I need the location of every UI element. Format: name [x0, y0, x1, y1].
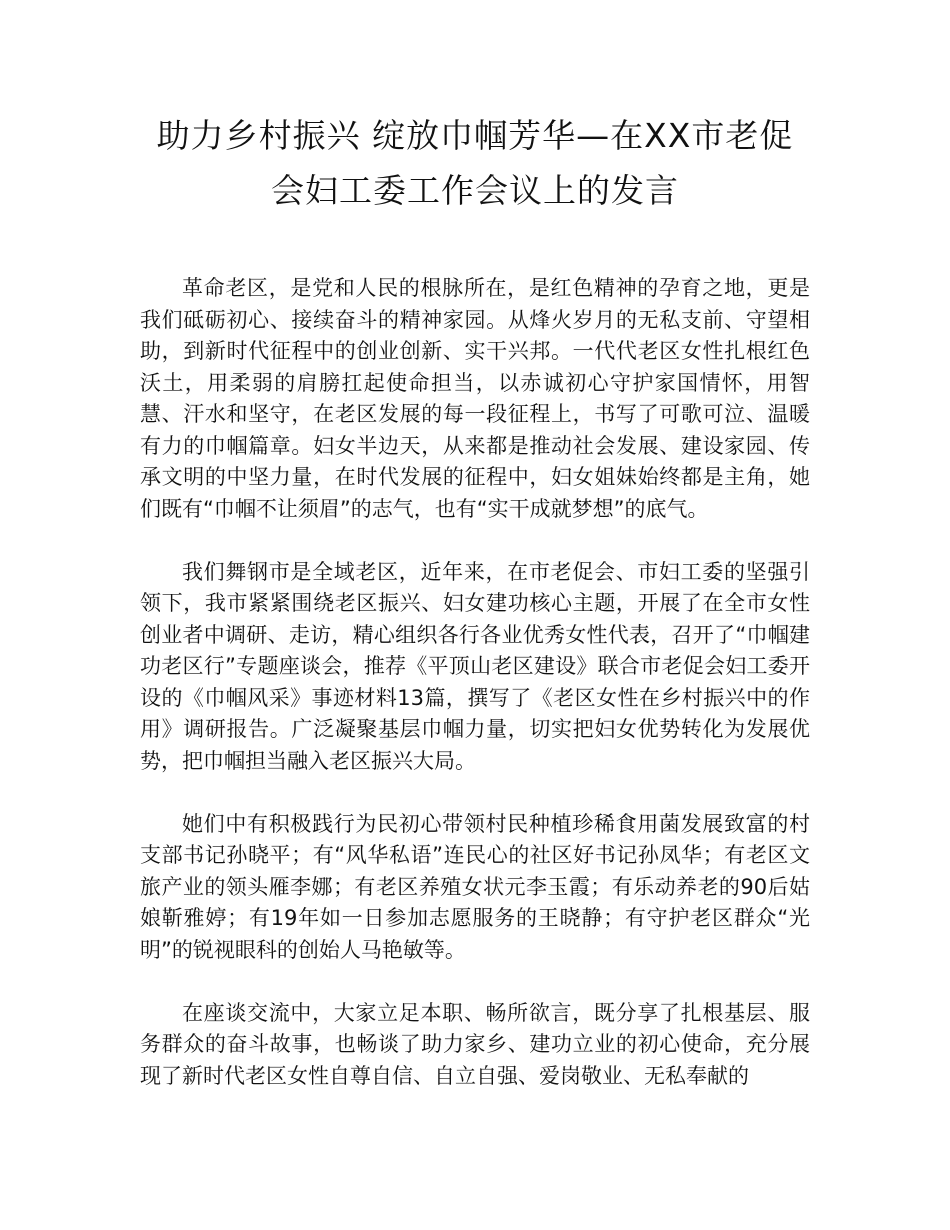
- paragraph: 我们舞钢市是全域老区，近年来，在市老促会、市妇工委的坚强引领下，我市紧紧围绕老区振兴、妇女建功核心主题，开展了在全市女性创业者中调研、走访，精心组织各行各业优秀女性代表，召开了“巾帼建功老区行”专题座谈会，推荐《平顶山老区建设》联合市老促会妇工委开设的《巾帼风采》事迹材料13篇，撰写了《老区女性在乡村振兴中的作用》调研报告。广泛凝聚基层巾帼力量，切实把妇女优势转化为发展优势，把巾帼担当融入老区振兴大局。: [140, 559, 810, 773]
- paragraph: 在座谈交流中，大家立足本职、畅所欲言，既分享了扎根基层、服务群众的奋斗故事，也畅谈了助力家乡、建功立业的初心使命，充分展现了新时代老区女性自尊自信、自立自强、爱岗敬业、无私奉献的: [140, 1000, 810, 1088]
- paragraph: 她们中有积极践行为民初心带领村民种植珍稀食用菌发展致富的村支部书记孙晓平；有“风华私语”连民心的社区好书记孙凤华；有老区文旅产业的领头雁李娜；有老区养殖女状元李玉霞；有乐动养老的90后姑娘靳雅婷；有19年如一日参加志愿服务的王晓静；有守护老区群众“光明”的锐视眼科的创始人马艳敏等。: [140, 811, 810, 962]
- paragraph: 革命老区，是党和人民的根脉所在，是红色精神的孕育之地，更是我们砥砺初心、接续奋斗的精神家园。从烽火岁月的无私支前、守望相助，到新时代征程中的创业创新、实干兴邦。一代代老区女性扎根红色沃土，用柔弱的肩膀扛起使命担当，以赤诚初心守护家国情怀，用智慧、汗水和坚守，在老区发展的每一段征程上，书写了可歌可泣、温暖有力的巾帼篇章。妇女半边天，从来都是推动社会发展、建设家园、传承文明的中坚力量，在时代发展的征程中，妇女姐妹始终都是主角，她们既有“巾帼不让须眉”的志气，也有“实干成就梦想”的底气。: [140, 276, 810, 521]
- document-body: [140, 273, 810, 1092]
- document-title: 助力乡村振兴 绽放巾帼芳华—在XX市老促会妇工委工作会议上的发言: [156, 116, 794, 210]
